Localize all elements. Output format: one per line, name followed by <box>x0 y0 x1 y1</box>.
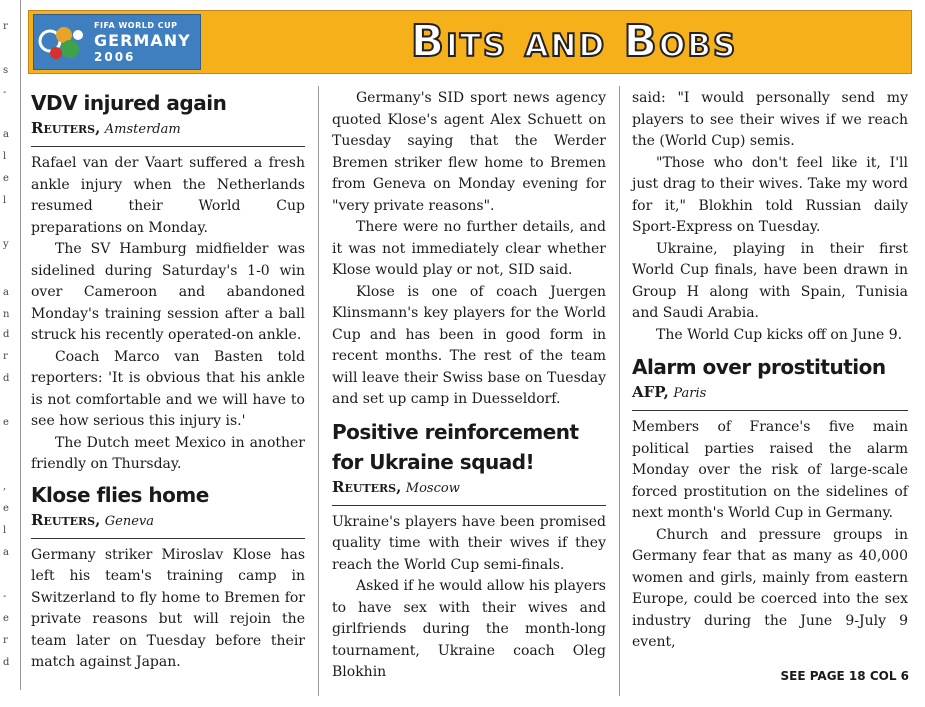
paragraph: Germany's SID sport news agency quoted Klose's agent Alex Schuett on Tuesday saying that the Werder Bremen striker flew home to Bremen from Geneva on Monday evening for "very private reasons". <box>332 90 606 214</box>
strip-letter: r <box>3 351 8 362</box>
logo-country: GERMANY <box>94 31 191 50</box>
agency: Reuters, <box>31 119 101 137</box>
column-3 <box>632 88 908 654</box>
paragraph: Ukraine, playing in their first World Cup finals, have been drawn in Group H along with Spain, Tunisia and Saudi Arabia. <box>632 240 908 321</box>
logo-caption: FIFA WORLD CUP <box>94 21 178 30</box>
paragraph: The Dutch meet Mexico in another friendly on Thursday. <box>31 434 305 472</box>
world-cup-logo <box>33 14 201 70</box>
continuation-note: SEE PAGE 18 COL 6 <box>780 669 909 683</box>
strip-letter: d <box>3 373 10 384</box>
section-banner <box>28 10 912 74</box>
agency: Reuters, <box>31 510 101 529</box>
paragraph: The SV Hamburg midfielder was sidelined during Saturday's 1-0 win over Cameroon and abandoned Monday's training session after a ball struck his recently operated-on ankle. <box>31 241 305 343</box>
paragraph: The World Cup kicks off on June 9. <box>656 326 903 343</box>
byline <box>31 118 305 147</box>
paragraph: Germany striker Miroslav Klose has left his team's training camp in Switzerland to fly home to Bremen for private reasons but will rejoin the team later on Tuesday before their match against Japan. <box>31 546 305 670</box>
strip-letter: l <box>3 525 7 536</box>
paragraph: Members of France's five main political parties raised the alarm Monday over the risk of large-scale forced prostitution on the sidelines of next month's World Cup in Germany. <box>632 419 908 521</box>
agency: AFP, <box>632 383 669 401</box>
strip-letter: e <box>3 417 9 428</box>
strip-letter: n <box>3 309 10 320</box>
world-cup-emblem-icon <box>34 15 94 70</box>
column-1 <box>31 88 305 674</box>
column-divider <box>318 86 319 696</box>
strip-letter: a <box>3 129 9 140</box>
headline-vdv: VDV injured again <box>31 91 227 115</box>
paragraph: said: "I would personally send my players to see their wives if we reach the (World Cup) semis. <box>632 90 908 149</box>
strip-letter: , <box>3 481 7 492</box>
paragraph: There were no further details, and it was not immediately clear whether Klose would play or not, SID said. <box>332 219 606 278</box>
headline-klose: Klose flies home <box>31 482 209 507</box>
byline <box>632 382 908 411</box>
page-title: Bits and Bobs <box>410 16 738 67</box>
strip-letter: a <box>3 287 9 298</box>
strip-letter: a <box>3 547 9 558</box>
paragraph: Coach Marco van Basten told reporters: 'It is obvious that his ankle is not comfortable and we will have to see how serious this injury is.' <box>31 348 305 429</box>
column-2 <box>332 88 606 684</box>
byline <box>31 510 305 539</box>
dateline: Geneva <box>104 513 155 529</box>
strip-letter: e <box>3 173 9 184</box>
strip-letter: s <box>3 65 9 76</box>
strip-letter: e <box>3 503 9 514</box>
byline <box>332 477 606 506</box>
adjacent-column-strip <box>0 0 21 690</box>
paragraph: "Those who don't feel like it, I'll just drag to their wives. Take my word for it," Blokhin told Russian daily Sport-Express on Tuesday. <box>632 154 908 235</box>
strip-letter: y <box>3 239 9 250</box>
logo-year: 2006 <box>94 50 136 64</box>
strip-letter: e <box>3 613 9 624</box>
strip-letter: d <box>3 657 10 668</box>
strip-letter: - <box>3 591 7 602</box>
paragraph: Church and pressure groups in Germany fear that as many as 40,000 women and girls, mainly from eastern Europe, could be coerced into the sex industry during the June 9-July 9 event, <box>632 526 908 650</box>
headline-ukraine: Positive reinforcement for Ukraine squad! <box>332 419 579 474</box>
strip-letter: r <box>3 21 8 32</box>
agency: Reuters, <box>332 477 402 496</box>
paragraph: Rafael van der Vaart suffered a fresh ankle injury when the Netherlands resumed their World Cup preparations on Monday. <box>31 155 305 236</box>
strip-letter: l <box>3 151 7 162</box>
paragraph: Asked if he would allow his players to have sex with their wives and girlfriends during the month-long tournament, Ukraine coach Oleg Blokhin <box>332 578 606 680</box>
dateline: Paris <box>673 386 707 401</box>
strip-letter: r <box>3 635 8 646</box>
strip-letter: - <box>3 87 7 98</box>
dateline: Amsterdam <box>104 122 181 137</box>
paragraph: Ukraine's players have been promised quality time with their wives if they reach the World Cup semi-finals. <box>332 513 606 573</box>
strip-letter: l <box>3 195 7 206</box>
dateline: Moscow <box>405 480 460 496</box>
headline-prostitution: Alarm over prostitution <box>632 355 886 379</box>
strip-letter: d <box>3 329 10 340</box>
paragraph: Klose is one of coach Juergen Klinsmann's key players for the World Cup and has been in good form in recent months. The rest of the team will leave their Swiss base on Tuesday and set up camp in Duesseldorf. <box>332 283 606 407</box>
column-divider <box>619 86 620 696</box>
